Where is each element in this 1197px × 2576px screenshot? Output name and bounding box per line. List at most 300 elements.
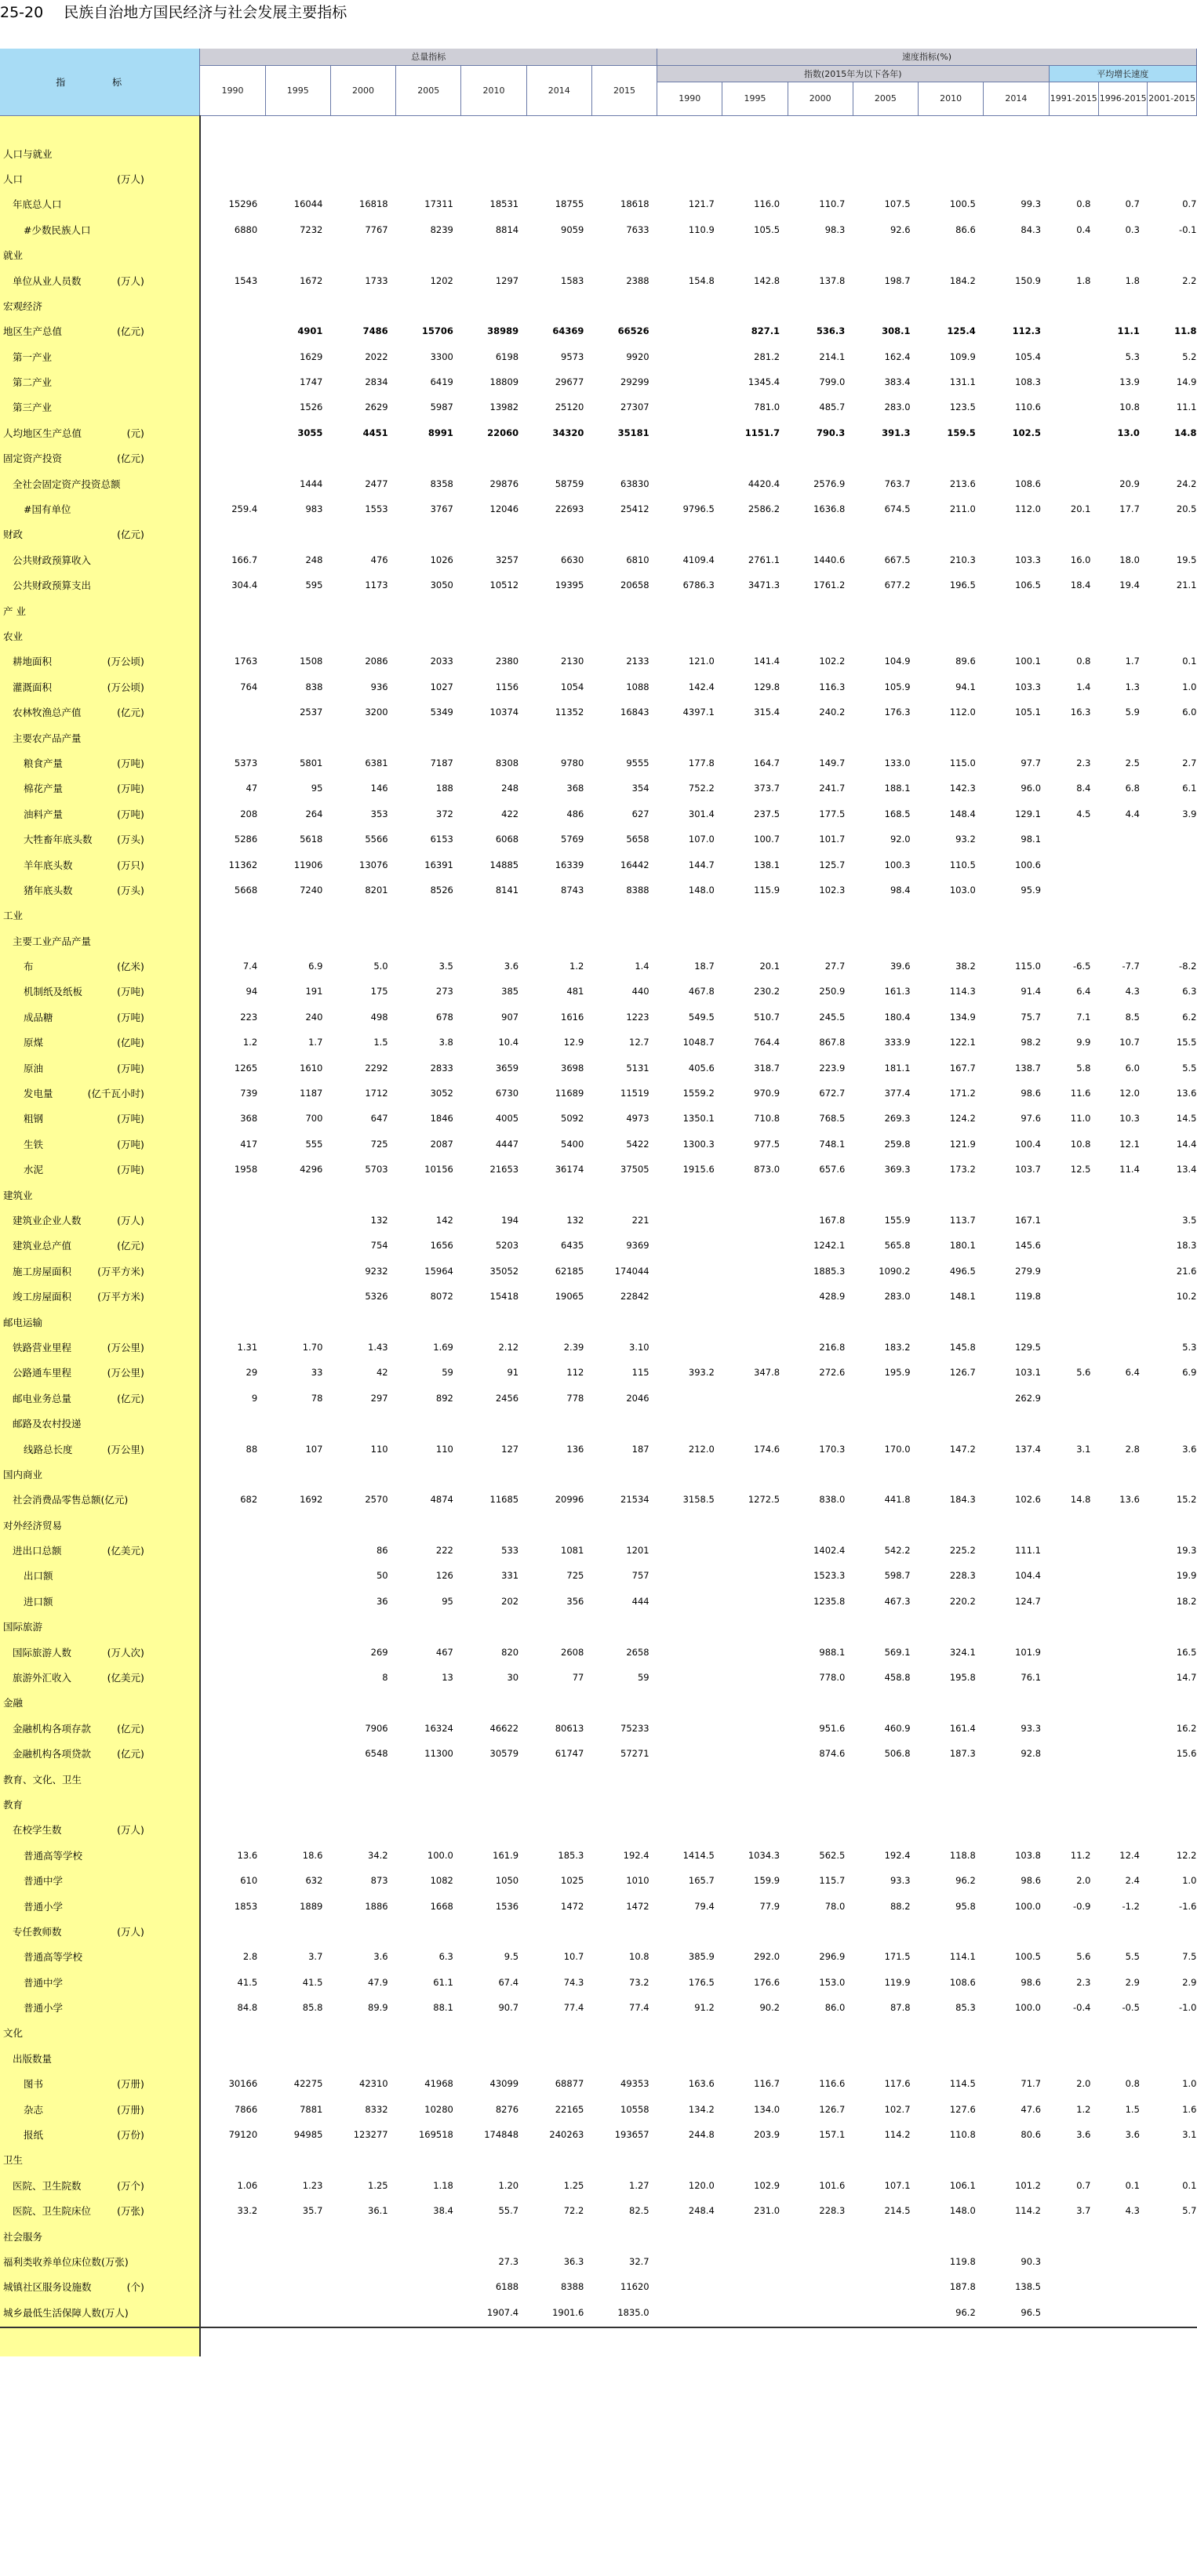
indicator-name: 福利类收养单位床位数(万张)	[3, 2256, 129, 2268]
data-cell: 1050	[495, 1875, 519, 1887]
data-cell	[853, 166, 918, 191]
data-cell: 768.5	[819, 1113, 846, 1125]
data-cell: 6068	[495, 834, 519, 845]
data-cell	[984, 1766, 1049, 1791]
data-cell: 1761.2	[813, 580, 846, 591]
indicator-name: 对外经济贸易	[3, 1519, 63, 1531]
data-cell: 13.4	[1176, 1164, 1197, 1175]
data-cell: 1907.4	[486, 2306, 519, 2318]
data-cell	[722, 1462, 788, 1487]
data-cell: 16.5	[1176, 1646, 1197, 1658]
data-cell	[657, 1766, 722, 1791]
data-cell	[330, 2274, 395, 2299]
data-cell	[919, 1309, 984, 1334]
data-cell: 161.9	[493, 1849, 519, 1861]
data-cell: 124.7	[1015, 1595, 1042, 1607]
indicator-name: 人口	[3, 173, 24, 185]
indicator-unit: (元)	[126, 427, 144, 439]
data-cell	[1049, 1716, 1098, 1741]
table-row	[0, 852, 1197, 877]
data-cell: 175	[370, 986, 388, 997]
indicator-name: 邮路及农村投递	[13, 1418, 82, 1430]
row-label	[0, 1792, 200, 1817]
data-cell	[200, 394, 265, 420]
data-cell	[200, 1792, 265, 1817]
data-cell	[1148, 2300, 1197, 2325]
data-cell: 1.2	[1076, 2103, 1091, 2115]
data-cell: 10.8	[629, 1951, 649, 1963]
table-row	[0, 1132, 1197, 1157]
indicator-unit: (万吨)	[117, 808, 144, 820]
data-cell	[853, 242, 918, 267]
data-cell	[853, 293, 918, 318]
data-cell: 1733	[365, 274, 388, 286]
data-cell	[200, 420, 265, 445]
data-cell	[200, 928, 265, 954]
data-cell: 167.8	[819, 1214, 846, 1226]
data-cell: 16391	[424, 859, 453, 870]
data-cell: 10.3	[1119, 1113, 1140, 1125]
data-cell	[461, 166, 526, 191]
table-row	[0, 725, 1197, 750]
data-cell	[1049, 394, 1098, 420]
data-cell: 27.3	[498, 2256, 519, 2267]
data-cell	[526, 2147, 591, 2172]
row-label	[0, 1259, 200, 1284]
data-cell	[330, 1792, 395, 1817]
data-cell: 0.8	[1076, 198, 1091, 210]
data-cell: 1242.1	[813, 1240, 846, 1252]
data-cell: 781.0	[754, 401, 780, 413]
data-cell	[1049, 521, 1098, 547]
data-cell	[200, 1538, 265, 1563]
data-cell: 34.2	[368, 1849, 388, 1861]
data-cell: 10.7	[563, 1951, 584, 1963]
data-cell: 115.0	[949, 757, 976, 768]
data-cell	[1049, 1284, 1098, 1309]
data-cell: 5769	[561, 834, 584, 845]
data-cell: 161.3	[884, 986, 911, 997]
data-cell	[984, 598, 1049, 623]
data-cell	[200, 903, 265, 928]
data-cell	[330, 2223, 395, 2248]
data-cell	[722, 2147, 788, 2172]
data-cell	[265, 2223, 330, 2248]
data-cell	[200, 242, 265, 267]
data-cell: 100.4	[1015, 1138, 1042, 1150]
data-cell: 105.4	[1015, 351, 1042, 362]
data-cell: 109.9	[949, 351, 976, 362]
data-cell: 2033	[430, 656, 453, 667]
data-cell: 4901	[297, 325, 323, 337]
data-cell: 98.3	[824, 223, 846, 235]
data-cell: 21534	[620, 1494, 649, 1506]
data-cell: 1.06	[237, 2179, 258, 2191]
data-cell	[722, 1817, 788, 1842]
data-cell	[396, 2020, 461, 2045]
data-cell: 228.3	[819, 2205, 846, 2217]
data-cell: 6630	[561, 554, 584, 565]
data-cell: 94	[246, 986, 258, 997]
data-cell: 41968	[424, 2078, 453, 2090]
data-cell	[1148, 2274, 1197, 2299]
data-cell: 5.2	[1182, 351, 1197, 362]
data-cell: 103.0	[949, 884, 976, 896]
indicator-name: 普通高等学校	[24, 1849, 83, 1862]
indicator-name: 羊年底头数	[24, 859, 73, 871]
row-label	[0, 1512, 200, 1537]
data-cell: 1616	[561, 1011, 584, 1023]
indicator-name: 粮食产量	[24, 757, 64, 769]
data-cell	[396, 1309, 461, 1334]
data-cell: 6.4	[1076, 986, 1091, 997]
data-cell: 42275	[293, 2078, 323, 2090]
data-cell: 74.3	[563, 1976, 584, 1988]
data-cell	[265, 1919, 330, 1944]
table-row	[0, 1919, 1197, 1944]
data-cell: 118.8	[949, 1849, 976, 1861]
data-cell: 148.4	[949, 808, 976, 819]
data-cell: 1.23	[302, 2179, 323, 2191]
table-row	[0, 496, 1197, 521]
data-cell: 117.6	[884, 2078, 911, 2090]
data-cell: 100.3	[884, 859, 911, 870]
header-total-year: 1995	[265, 65, 330, 115]
data-cell	[1049, 877, 1098, 903]
data-cell: 21.6	[1176, 1265, 1197, 1277]
data-cell	[1049, 1741, 1098, 1766]
data-cell: 193657	[614, 2129, 649, 2141]
data-cell: 5801	[300, 757, 323, 768]
data-cell	[526, 1817, 591, 1842]
data-cell	[265, 1182, 330, 1207]
data-cell	[984, 623, 1049, 649]
data-cell: 2046	[626, 1392, 649, 1404]
data-cell: 2.3	[1076, 757, 1091, 768]
table-row	[0, 369, 1197, 394]
data-cell: 7240	[300, 884, 323, 896]
data-cell: 17.7	[1119, 503, 1140, 515]
data-cell	[330, 1182, 395, 1207]
indicator-name: 邮电业务总量	[13, 1392, 72, 1404]
data-cell: 369.3	[884, 1164, 911, 1175]
data-cell	[657, 725, 722, 750]
data-cell: 6810	[626, 554, 649, 565]
table-row	[0, 242, 1197, 267]
indicator-name: 医院、卫生院床位	[13, 2205, 92, 2218]
data-cell	[788, 242, 853, 267]
data-cell	[1098, 598, 1147, 623]
data-cell: 91.4	[1021, 986, 1042, 997]
data-cell: 32.7	[629, 2256, 649, 2267]
data-cell: 2.39	[563, 1341, 584, 1353]
data-cell: 533	[501, 1545, 519, 1557]
data-cell	[526, 2020, 591, 2045]
data-cell: 214.5	[884, 2205, 911, 2217]
data-cell: 162.4	[884, 351, 911, 362]
data-cell: 19065	[555, 1291, 584, 1303]
data-cell: 94985	[293, 2129, 323, 2141]
data-cell: 9780	[561, 757, 584, 768]
data-cell	[591, 928, 657, 954]
data-cell: 11352	[555, 707, 584, 718]
data-cell: 10280	[424, 2103, 453, 2115]
indicator-name: 油料产量	[24, 808, 64, 820]
data-cell: 0.7	[1125, 198, 1140, 210]
data-cell: 19.3	[1176, 1545, 1197, 1557]
row-label	[0, 1665, 200, 1690]
data-cell: 3.6	[504, 961, 519, 972]
indicator-unit: (亿千瓦小时)	[87, 1088, 144, 1100]
data-cell: 3.9	[1182, 808, 1197, 819]
table-row	[0, 1005, 1197, 1030]
data-cell: 20.9	[1119, 478, 1140, 489]
data-cell: 467.3	[884, 1595, 911, 1607]
data-cell: 127.6	[949, 2103, 976, 2115]
data-cell	[853, 2223, 918, 2248]
data-cell	[265, 2020, 330, 2045]
data-cell	[591, 1411, 657, 1436]
data-cell	[591, 623, 657, 649]
data-cell: 1747	[300, 376, 323, 388]
data-cell: 8.4	[1076, 783, 1091, 794]
data-cell	[853, 1766, 918, 1791]
data-cell: 98.6	[1021, 1875, 1042, 1887]
data-cell: 315.4	[754, 707, 780, 718]
data-cell	[330, 1512, 395, 1537]
data-cell: 22693	[555, 503, 584, 515]
row-label	[0, 2249, 200, 2274]
data-cell: 1300.3	[682, 1138, 715, 1150]
data-cell	[396, 166, 461, 191]
empty-cell	[200, 2325, 1197, 2356]
data-cell	[722, 1259, 788, 1284]
data-cell: 2.2	[1182, 274, 1197, 286]
data-cell: 1440.6	[813, 554, 846, 565]
data-cell	[200, 1639, 265, 1664]
data-cell: 0.1	[1182, 2179, 1197, 2191]
header-index-year: 1990	[657, 82, 722, 115]
data-cell: 20996	[555, 1494, 584, 1506]
table-row	[0, 445, 1197, 471]
data-cell	[1049, 725, 1098, 750]
data-cell	[1098, 521, 1147, 547]
data-cell: 627	[631, 808, 649, 819]
data-cell: 18.0	[1119, 554, 1140, 565]
data-cell	[526, 1766, 591, 1791]
data-cell: 248.4	[688, 2205, 715, 2217]
row-label	[0, 649, 200, 674]
data-cell	[984, 1182, 1049, 1207]
data-cell: 0.7	[1076, 2179, 1091, 2191]
data-cell: 3698	[561, 1062, 584, 1074]
data-cell	[1049, 2249, 1098, 2274]
data-cell: 100.5	[1015, 1951, 1042, 1963]
row-label	[0, 344, 200, 369]
data-cell	[722, 903, 788, 928]
data-cell: 610	[240, 1875, 258, 1887]
data-cell	[330, 2046, 395, 2071]
data-cell	[591, 242, 657, 267]
data-cell: 3.1	[1182, 2129, 1197, 2141]
data-cell: 700	[305, 1113, 323, 1125]
indicator-unit: (万吨)	[117, 1138, 144, 1150]
data-cell: 112	[566, 1367, 584, 1379]
indicator-name: 农林牧渔总产值	[13, 707, 82, 719]
data-cell	[396, 2223, 461, 2248]
data-cell	[788, 445, 853, 471]
table-row	[0, 2147, 1197, 2172]
data-cell	[265, 293, 330, 318]
data-cell	[919, 521, 984, 547]
row-label	[0, 420, 200, 445]
data-cell: 142.8	[754, 274, 780, 286]
data-cell	[1098, 1792, 1147, 1817]
indicator-unit: (万吨)	[117, 1113, 144, 1125]
data-cell	[919, 1512, 984, 1537]
indicator-unit: (万册)	[117, 2103, 144, 2116]
data-cell	[200, 2249, 265, 2274]
data-cell: 9	[251, 1392, 258, 1404]
data-cell	[1148, 623, 1197, 649]
data-cell	[461, 1614, 526, 1639]
data-cell: 89.9	[368, 2002, 388, 2014]
data-cell	[853, 445, 918, 471]
data-cell: 59	[637, 1672, 649, 1684]
data-cell: 75233	[620, 1722, 649, 1734]
data-cell	[722, 1309, 788, 1334]
data-cell: 43099	[489, 2078, 519, 2090]
data-cell: 6730	[495, 1088, 519, 1099]
data-cell	[200, 166, 265, 191]
data-cell: 1345.4	[748, 376, 780, 388]
indicator-name: 普通高等学校	[24, 1951, 83, 1964]
data-cell: 111.1	[1015, 1545, 1042, 1557]
row-label	[0, 471, 200, 496]
data-cell: 119.8	[949, 2256, 976, 2267]
data-cell: 6.9	[308, 961, 323, 972]
data-cell: 907	[501, 1011, 519, 1023]
table-row	[0, 2249, 1197, 2274]
data-cell: 1.31	[237, 1341, 258, 1353]
data-cell: 1025	[561, 1875, 584, 1887]
data-cell: 20658	[620, 580, 649, 591]
row-label	[0, 1766, 200, 1791]
row-label	[0, 1817, 200, 1842]
data-cell: 8358	[430, 478, 453, 489]
data-cell	[984, 521, 1049, 547]
data-cell: 145.8	[949, 1341, 976, 1353]
data-cell: 778.0	[819, 1672, 846, 1684]
data-cell: 108.6	[949, 1976, 976, 1988]
table-row	[0, 2046, 1197, 2071]
data-cell: 104.4	[1015, 1570, 1042, 1582]
indicator-name: 出口额	[24, 1570, 53, 1582]
data-cell	[1049, 2223, 1098, 2248]
indicator-name: 灌溉面积	[13, 681, 53, 693]
data-cell: 108.3	[1015, 376, 1042, 388]
data-cell: 283.0	[884, 1291, 911, 1303]
row-label	[0, 725, 200, 750]
data-cell: 100.0	[427, 1849, 453, 1861]
data-cell: 1610	[300, 1062, 323, 1074]
data-cell: 1402.4	[813, 1545, 846, 1557]
data-cell: 970.9	[754, 1088, 780, 1099]
data-cell: 5.5	[1182, 1062, 1197, 1074]
data-cell	[1049, 318, 1098, 343]
data-cell: 3471.3	[748, 580, 780, 591]
data-cell	[657, 471, 722, 496]
data-cell	[1098, 166, 1147, 191]
data-cell: 11.1	[1117, 325, 1140, 337]
data-cell: 9059	[561, 223, 584, 235]
data-cell: 165.7	[688, 1875, 715, 1887]
row-label	[0, 598, 200, 623]
data-cell: 1048.7	[682, 1037, 715, 1048]
data-cell	[657, 1335, 722, 1360]
data-cell	[330, 242, 395, 267]
row-label	[0, 1716, 200, 1741]
data-cell	[330, 2020, 395, 2045]
data-cell: 148.0	[688, 884, 715, 896]
data-cell: 102.5	[1012, 427, 1042, 438]
data-cell	[1098, 1639, 1147, 1664]
data-cell: 221	[631, 1214, 649, 1226]
data-cell: 417	[240, 1138, 258, 1150]
row-label	[0, 2046, 200, 2071]
row-label	[0, 801, 200, 827]
data-cell	[657, 1817, 722, 1842]
data-cell	[330, 521, 395, 547]
data-cell	[330, 2147, 395, 2172]
header-total-year: 2014	[526, 65, 591, 115]
data-cell	[853, 1614, 918, 1639]
data-cell: 2.9	[1125, 1976, 1140, 1988]
data-cell: 16339	[555, 859, 584, 870]
indicator-unit: (万人)	[117, 1214, 144, 1226]
row-label	[0, 1893, 200, 1918]
data-cell: 100.0	[1015, 1900, 1042, 1912]
data-cell: 8239	[430, 223, 453, 235]
data-cell	[265, 242, 330, 267]
data-cell: 113.7	[949, 1214, 976, 1226]
data-cell	[1148, 445, 1197, 471]
data-cell	[788, 2020, 853, 2045]
data-cell: 19.5	[1176, 554, 1197, 565]
data-cell: 35.7	[302, 2205, 323, 2217]
data-cell: 3300	[430, 351, 453, 362]
data-cell: 37505	[620, 1164, 649, 1175]
data-cell: 107.1	[884, 2179, 911, 2191]
data-cell: 1.0	[1182, 1875, 1197, 1887]
table-row	[0, 1766, 1197, 1791]
data-cell: 2477	[365, 478, 388, 489]
data-cell: 82.5	[629, 2205, 649, 2217]
row-label	[0, 1614, 200, 1639]
data-cell	[1049, 2147, 1098, 2172]
data-cell	[265, 1741, 330, 1766]
data-cell: 16.2	[1176, 1722, 1197, 1734]
table-row	[0, 140, 1197, 165]
data-cell: 187.8	[949, 2281, 976, 2293]
data-cell: 8276	[495, 2103, 519, 2115]
data-cell: 3050	[430, 580, 453, 591]
indicator-unit: (万吨)	[117, 1164, 144, 1176]
data-cell	[853, 1512, 918, 1537]
data-cell: 213.6	[949, 478, 976, 489]
data-cell	[396, 1411, 461, 1436]
data-cell	[461, 1690, 526, 1715]
